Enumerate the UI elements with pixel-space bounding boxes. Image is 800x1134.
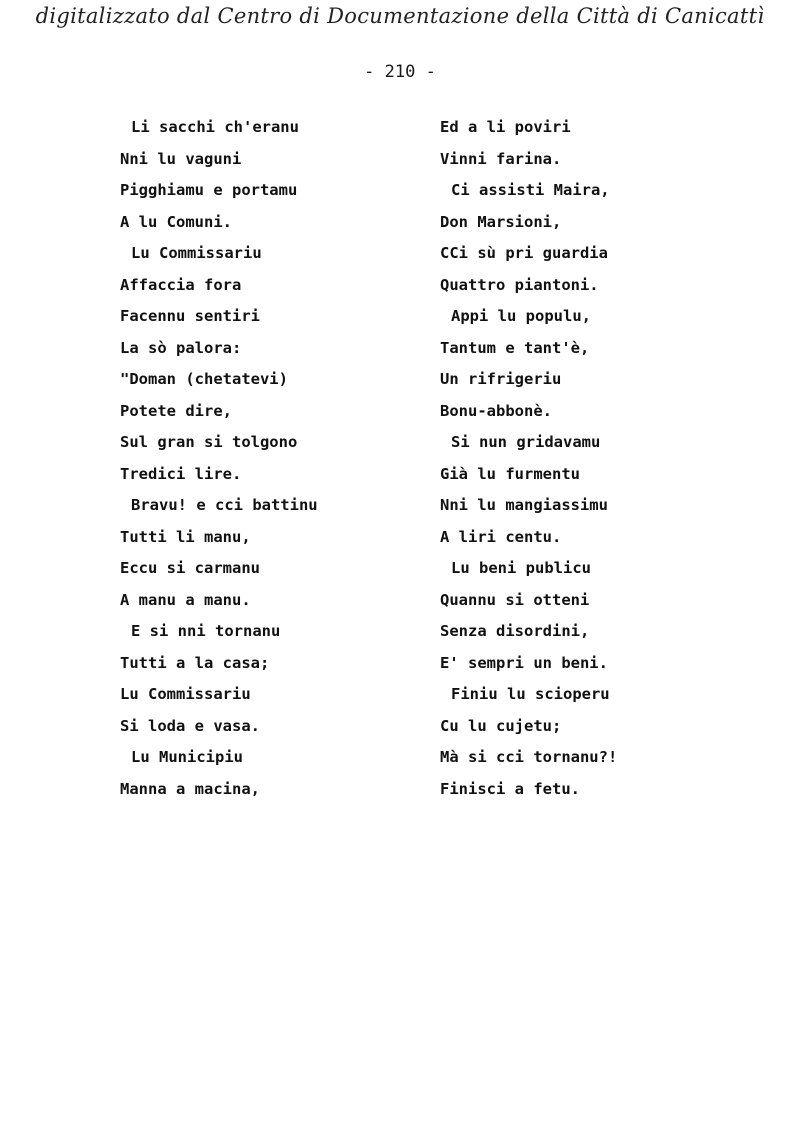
verse-line: Vinni farina. [440, 149, 562, 168]
verse-line: Bonu-abbonè. [440, 401, 552, 420]
verse-line: Quattro piantoni. [440, 275, 599, 294]
verse-line: Tutti li manu, [120, 527, 251, 546]
verse-line: Affaccia fora [120, 275, 242, 294]
verse-line: Nni lu vaguni [120, 149, 242, 168]
verse-line: Cu lu cujetu; [440, 716, 562, 735]
verse-line: Finisci a fetu. [440, 779, 580, 798]
verse-line: Già lu furmentu [440, 464, 580, 483]
verse-line: Tantum e tant'è, [440, 338, 590, 357]
verse-line: A manu a manu. [120, 590, 251, 609]
verse-line: Eccu si carmanu [120, 559, 260, 577]
verse-line: Ed a li poviri [440, 118, 571, 136]
verse-line: A lu Comuni. [120, 212, 232, 231]
verse-line: Mà si cci tornanu?! [440, 748, 618, 766]
verse-line: Facennu sentiri [120, 307, 260, 325]
verse-line: Li sacchi ch'eranu [131, 118, 299, 136]
verse-line: Lu beni publicu [451, 559, 591, 577]
verse-line: E si nni tornanu [131, 622, 281, 640]
verse-line: Quannu si otteni [440, 590, 590, 609]
verse-line: Si loda e vasa. [120, 716, 260, 735]
verse-line: Tredici lire. [120, 464, 242, 483]
verse-line: "Doman (chetatevi) [120, 370, 288, 388]
verse-line: Tutti a la casa; [120, 653, 270, 672]
verse-line: CCi sù pri guardia [440, 244, 608, 262]
verse-line: Lu Commissariu [120, 685, 251, 703]
poem-left-column [120, 112, 420, 805]
verse-line: Don Marsioni, [440, 212, 562, 231]
verse-line: Si nun gridavamu [451, 433, 601, 451]
verse-line: Lu Commissariu [131, 244, 262, 262]
verse-line: Lu Municipiu [131, 748, 243, 766]
verse-line: Manna a macina, [120, 779, 260, 798]
verse-line: Bravu! e cci battinu [131, 496, 318, 514]
page-number: - 210 - [364, 62, 436, 82]
verse-line: Ci assisti Maira, [451, 181, 610, 199]
verse-line: Un rifrigeriu [440, 370, 562, 388]
verse-line: Pigghiamu e portamu [120, 181, 298, 199]
verse-line: E' sempri un beni. [440, 653, 608, 672]
verse-line: Finiu lu scioperu [451, 685, 610, 703]
verse-line: Nni lu mangiassimu [440, 496, 608, 514]
verse-line: Potete dire, [120, 401, 232, 420]
verse-line: La sò palora: [120, 338, 242, 357]
verse-line: A liri centu. [440, 527, 562, 546]
verse-line: Sul gran si tolgono [120, 433, 298, 451]
verse-line: Senza disordini, [440, 622, 590, 640]
poem-right-column [440, 112, 740, 805]
digitization-banner: digitalizzato dal Centro di Documentazione della Città di Canicattì [35, 4, 765, 28]
verse-line: Appi lu populu, [451, 307, 591, 325]
